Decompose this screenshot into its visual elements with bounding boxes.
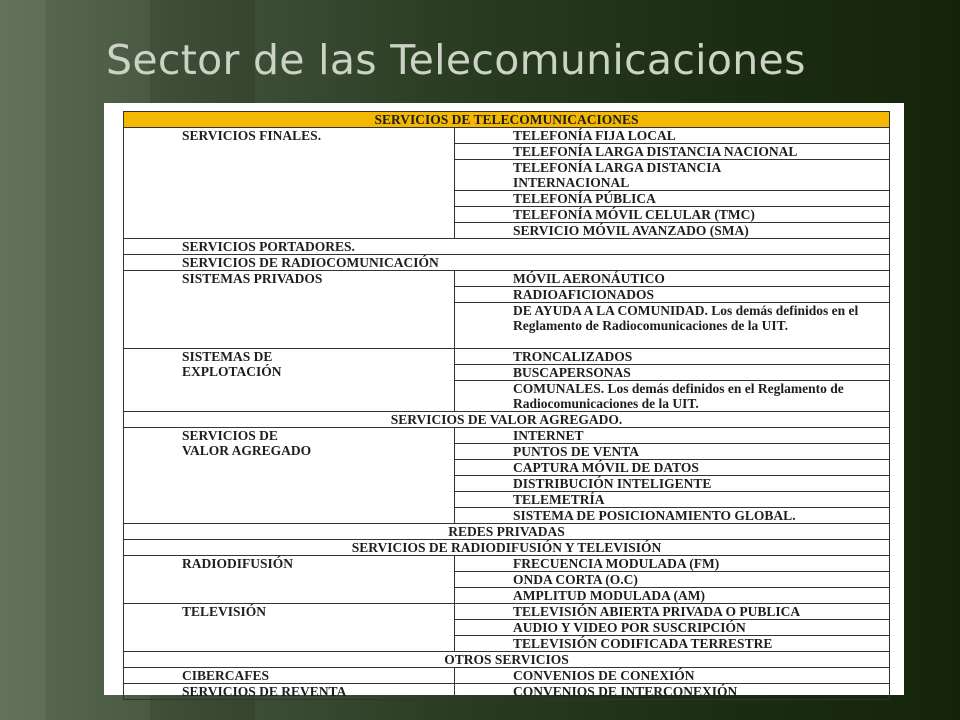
section-header: SERVICIOS DE RADIODIFUSIÓN Y TELEVISIÓN [124,540,890,556]
section-header: OTROS SERVICIOS [124,652,890,668]
table-row [124,556,890,572]
table-row [124,112,890,128]
table-header: SERVICIOS DE TELECOMUNICACIONES [124,112,890,128]
category-label: RADIODIFUSIÓN [124,556,455,604]
table-row [124,412,890,428]
service-cell: TELEVISIÓN CODIFICADA TERRESTRE [455,636,890,652]
service-cell: MÓVIL AERONÁUTICO [455,271,890,287]
service-cell: COMUNALES. Los demás definidos en el Reglamento de Radiocomunicaciones de la UIT. [455,381,890,412]
table-row [124,652,890,668]
background-stripe [0,0,45,720]
category-label: CIBERCAFES [124,668,455,684]
section-header: SERVICIOS DE VALOR AGREGADO. [124,412,890,428]
table-row [124,239,890,255]
service-cell: DISTRIBUCIÓN INTELIGENTE [455,476,890,492]
slide-title: Sector de las Telecomunicaciones [106,36,806,84]
service-cell: SISTEMA DE POSICIONAMIENTO GLOBAL. [455,508,890,524]
service-cell: TELEFONÍA LARGA DISTANCIA INTERNACIONAL [455,160,890,191]
table-panel [104,103,904,699]
service-cell: DE AYUDA A LA COMUNIDAD. Los demás definidos en el Reglamento de Radiocomunicaciones de la UIT. [455,303,890,349]
category-label: SERVICIOS DE REVENTA [124,684,455,700]
service-cell: CONVENIOS DE INTERCONEXIÓN [455,684,890,700]
table-row [124,604,890,620]
telecom-services-table [123,111,890,700]
service-cell: CONVENIOS DE CONEXIÓN [455,668,890,684]
table-row [124,428,890,444]
service-cell: AUDIO Y VIDEO POR SUSCRIPCIÓN [455,620,890,636]
service-cell: AMPLITUD MODULADA (AM) [455,588,890,604]
service-cell: SERVICIO MÓVIL AVANZADO (SMA) [455,223,890,239]
category-label: SISTEMAS PRIVADOS [124,271,455,349]
service-cell: TELEFONÍA FIJA LOCAL [455,128,890,144]
service-cell: TELEFONÍA PÚBLICA [455,191,890,207]
table-row [124,540,890,556]
service-cell: TELEFONÍA MÓVIL CELULAR (TMC) [455,207,890,223]
table-row [124,255,890,271]
table-row [124,524,890,540]
table-row [124,271,890,287]
service-cell: FRECUENCIA MODULADA (FM) [455,556,890,572]
service-cell: ONDA CORTA (O.C) [455,572,890,588]
service-cell: TELEVISIÓN ABIERTA PRIVADA O PUBLICA [455,604,890,620]
service-cell: INTERNET [455,428,890,444]
service-cell: BUSCAPERSONAS [455,365,890,381]
table-row [124,349,890,365]
category-label: SERVICIOS PORTADORES. [124,239,890,255]
table-row [124,668,890,684]
table-row [124,684,890,700]
category-label: TELEVISIÓN [124,604,455,652]
service-cell: TELEFONÍA LARGA DISTANCIA NACIONAL [455,144,890,160]
service-cell: PUNTOS DE VENTA [455,444,890,460]
category-label: SERVICIOS FINALES. [124,128,455,239]
category-label: SISTEMAS DE EXPLOTACIÓN [124,349,455,412]
service-cell: TELEMETRÍA [455,492,890,508]
table-row [124,128,890,144]
category-label: SERVICIOS DE RADIOCOMUNICACIÓN [124,255,890,271]
category-label: SERVICIOS DE VALOR AGREGADO [124,428,455,524]
section-header: REDES PRIVADAS [124,524,890,540]
service-cell: CAPTURA MÓVIL DE DATOS [455,460,890,476]
service-cell: TRONCALIZADOS [455,349,890,365]
service-cell: RADIOAFICIONADOS [455,287,890,303]
